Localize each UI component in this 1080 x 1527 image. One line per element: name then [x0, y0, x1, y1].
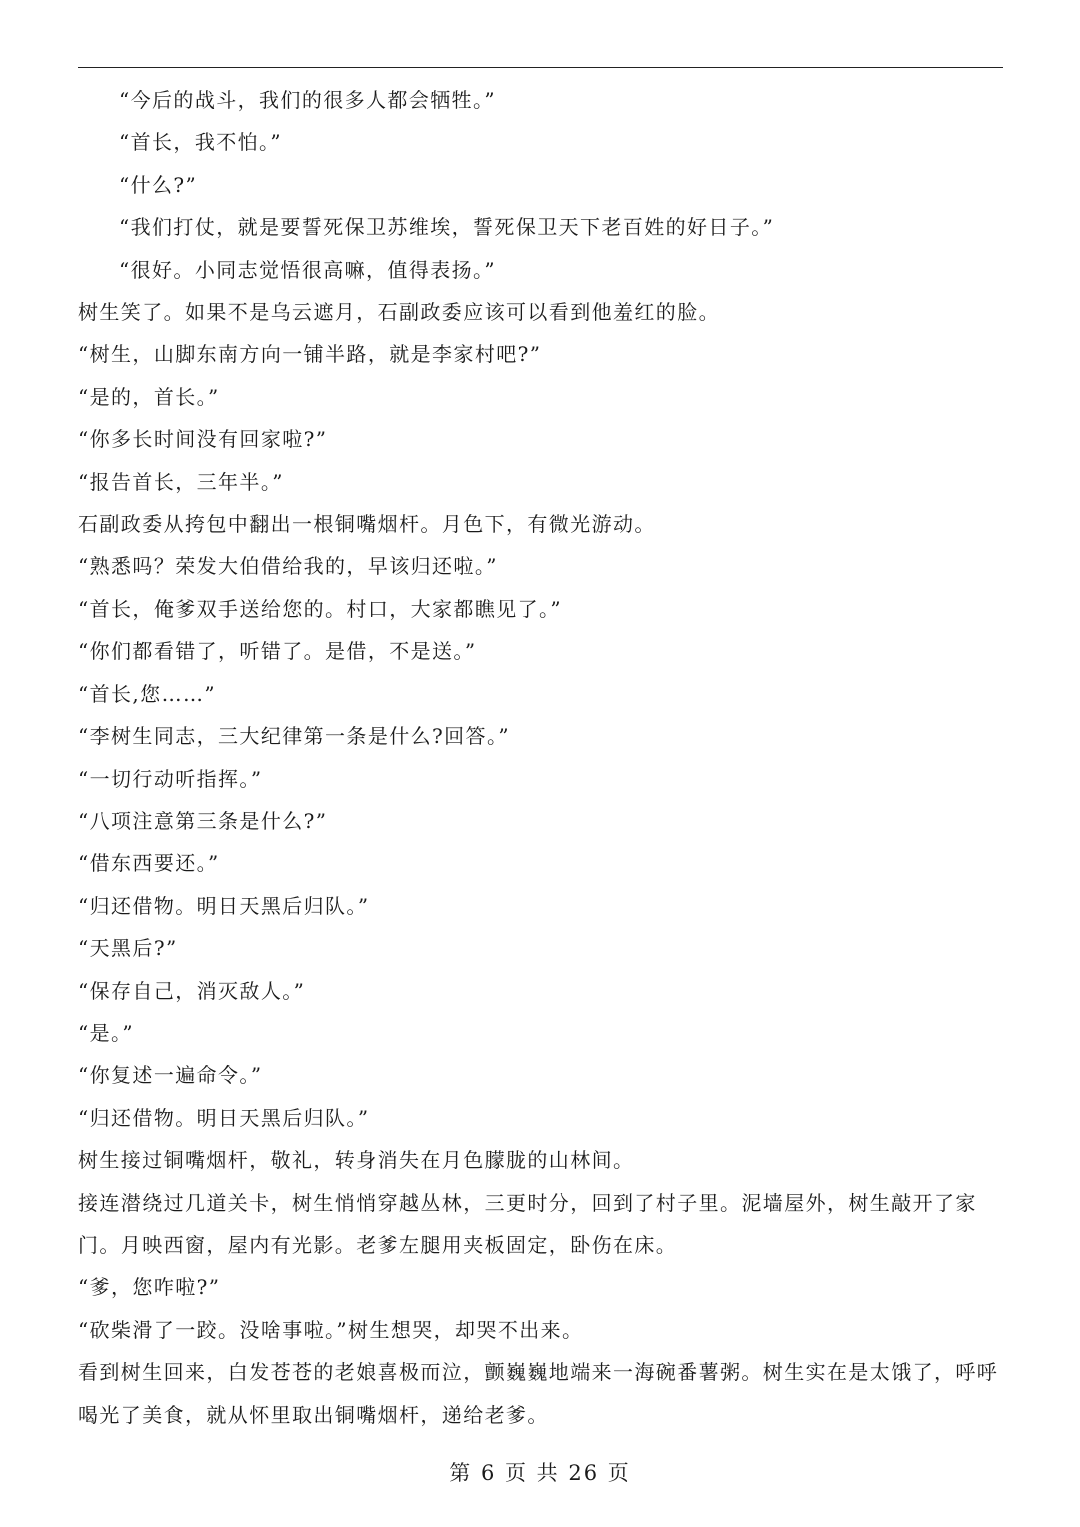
paragraph: “保存自己，消灭敌人。”	[78, 978, 306, 1003]
paragraph: “你多长时间没有回家啦?”	[78, 427, 328, 452]
paragraph: “你们都看错了，听错了。是借，不是送。”	[78, 639, 477, 664]
paragraph: “什么?”	[119, 172, 198, 197]
paragraph: “天黑后?”	[78, 936, 178, 961]
paragraph: “很好。小同志觉悟很高嘛，值得表扬。”	[119, 257, 497, 282]
paragraph: “你复述一遍命令。”	[78, 1063, 263, 1088]
paragraph: “李树生同志，三大纪律第一条是什么?回答。”	[78, 724, 510, 749]
paragraph: “首长，我不怕。”	[119, 130, 283, 155]
paragraph: “爹，您咋啦?”	[78, 1275, 221, 1300]
paragraph: “我们打仗，就是要誓死保卫苏维埃，誓死保卫天下老百姓的好日子。”	[119, 215, 775, 240]
paragraph: “首长，俺爹双手送给您的。村口，大家都瞧见了。”	[78, 596, 563, 621]
paragraph: 树生笑了。如果不是乌云遮月，石副政委应该可以看到他羞红的脸。	[78, 300, 720, 325]
page-number-footer: 第 6 页 共 26 页	[449, 1461, 631, 1485]
header-rule	[78, 67, 1003, 68]
paragraph: 接连潜绕过几道关卡，树生悄悄穿越丛林，三更时分，回到了村子里。泥墙屋外，树生敲开了家门。月映西窗，屋内有光影。老爹左腿用夹板固定，卧伤在床。	[78, 1190, 977, 1257]
paragraph: “是。”	[78, 1020, 135, 1045]
paragraph: “今后的战斗，我们的很多人都会牺牲。”	[119, 88, 497, 112]
paragraph: “八项注意第三条是什么?”	[78, 808, 328, 833]
paragraph: “是的，首长。”	[78, 384, 220, 409]
paragraph: “报告首长，三年半。”	[78, 469, 284, 494]
paragraph: “树生，山脚东南方向一铺半路，就是李家村吧?”	[78, 342, 542, 367]
paragraph: “借东西要还。”	[78, 851, 220, 876]
paragraph: “归还借物。明日天黑后归队。”	[78, 1105, 370, 1130]
paragraph: 树生接过铜嘴烟杆，敬礼，转身消失在月色朦胧的山林间。	[78, 1148, 635, 1173]
body-text	[78, 79, 1004, 1436]
paragraph: “首长,您……”	[78, 681, 217, 706]
paragraph: 看到树生回来，白发苍苍的老娘喜极而泣，颤巍巍地端来一海碗番薯粥。树生实在是太饿了，呼呼喝光了美食，就从怀里取出铜嘴烟杆，递给老爹。	[78, 1360, 999, 1427]
paragraph: 石副政委从挎包中翻出一根铜嘴烟杆。月色下，有微光游动。	[78, 512, 656, 537]
paragraph: “熟悉吗？荣发大伯借给我的，早该归还啦。”	[78, 554, 498, 579]
paragraph: “归还借物。明日天黑后归队。”	[78, 893, 370, 918]
paragraph: “砍柴滑了一跤。没啥事啦。”树生想哭，却哭不出来。	[78, 1317, 584, 1342]
paragraph: “一切行动听指挥。”	[78, 766, 263, 791]
